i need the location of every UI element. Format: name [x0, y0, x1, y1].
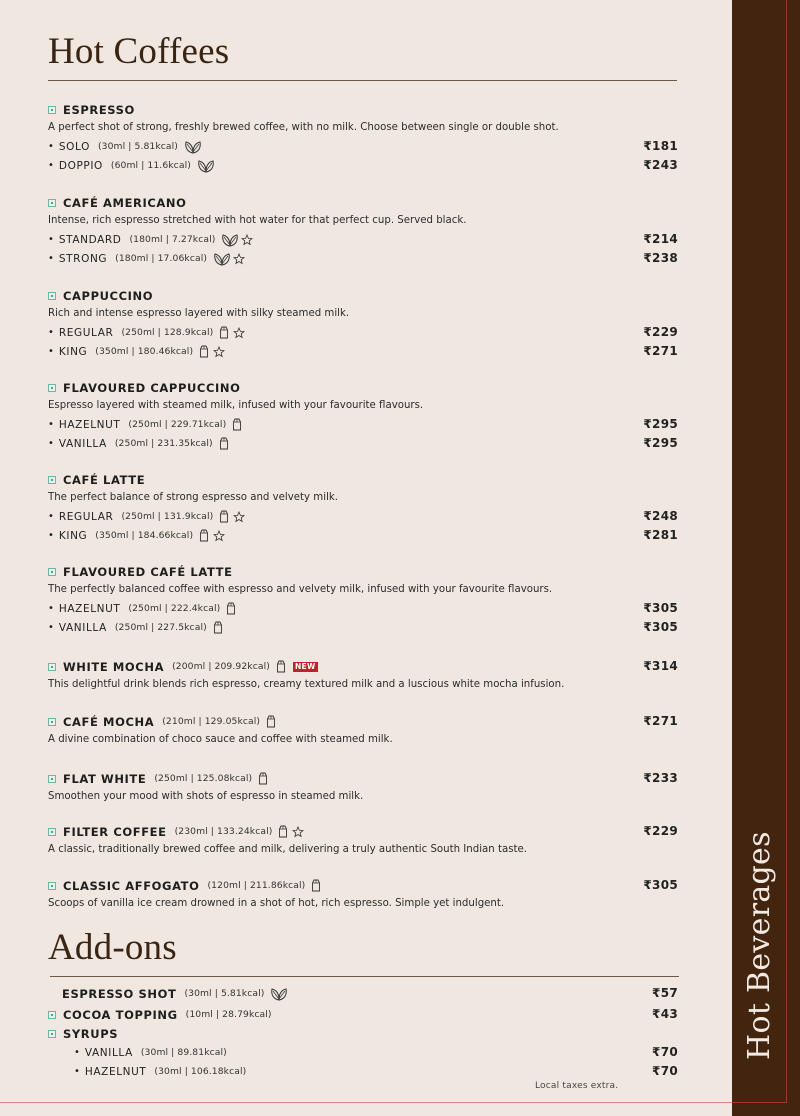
price: ₹70 [652, 1045, 678, 1059]
variant-name: VANILLA [84, 1046, 133, 1059]
variant-row[interactable]: • VANILLA (250ml | 231.35kcal) ₹295 [48, 434, 678, 453]
addon-cocoa-topping[interactable] [48, 1005, 678, 1024]
item-name: SYRUPS [63, 1026, 119, 1041]
menu-item-espresso[interactable] [48, 100, 678, 175]
variant-meta: (250ml | 128.9kcal) [121, 327, 214, 338]
milk-icon [311, 879, 321, 892]
veg-marker-icon [48, 292, 56, 300]
veg-marker-icon [48, 882, 56, 890]
item-description: The perfectly balanced coffee with espresso and velvety milk, infused with your favourite flavours. [48, 584, 553, 595]
price: ₹181 [643, 139, 678, 153]
variant-name: STANDARD [58, 233, 122, 246]
variant-name: KING [58, 529, 88, 542]
variant-name: SOLO [58, 140, 90, 153]
vegan-leaf-icon [184, 140, 202, 154]
item-name: FLAVOURED CAFÉ LATTE [63, 564, 233, 579]
variant-row[interactable]: • KING (350ml | 180.46kcal) ₹271 [48, 342, 678, 361]
variant-meta: (250ml | 231.35kcal) [114, 438, 213, 449]
item-description: Rich and intense espresso layered with silky steamed milk. [48, 308, 350, 319]
addon-syrups[interactable] [48, 1024, 678, 1081]
price: ₹233 [643, 771, 678, 785]
price: ₹57 [652, 986, 678, 1000]
price: ₹248 [643, 509, 678, 523]
variant-name: HAZELNUT [58, 418, 121, 431]
item-name: COCOA TOPPING [63, 1007, 178, 1022]
vegan-leaf-icon [197, 159, 215, 173]
star-icon [241, 234, 253, 246]
item-description: Espresso layered with steamed milk, infused with your favourite flavours. [48, 400, 424, 411]
item-name: CLASSIC AFFOGATO [63, 878, 200, 893]
item-meta: (10ml | 28.79kcal) [185, 1009, 272, 1020]
veg-marker-icon [48, 568, 56, 576]
milk-icon [276, 660, 286, 673]
item-meta: (30ml | 5.81kcal) [184, 988, 265, 999]
variant-row[interactable]: • STRONG (180ml | 17.06kcal) ₹238 [48, 249, 678, 268]
star-icon [233, 253, 245, 265]
section-title-hot-coffees: Hot Coffees [48, 31, 230, 72]
section-divider [48, 80, 677, 81]
star-icon [233, 327, 245, 339]
star-icon [213, 346, 225, 358]
variant-row[interactable]: • REGULAR (250ml | 128.9kcal) ₹229 [48, 323, 678, 342]
variant-row[interactable]: • KING (350ml | 184.66kcal) ₹281 [48, 526, 678, 545]
milk-icon [266, 715, 276, 728]
menu-item-flavoured-cappuccino[interactable] [48, 378, 678, 453]
veg-marker-icon [48, 828, 56, 836]
veg-marker-icon [48, 775, 56, 783]
variant-meta: (30ml | 5.81kcal) [97, 141, 178, 152]
item-meta: (120ml | 211.86kcal) [207, 880, 306, 891]
item-name: FLAVOURED CAPPUCCINO [63, 380, 241, 395]
star-icon [213, 530, 225, 542]
variant-row[interactable]: • SOLO (30ml | 5.81kcal) ₹181 [48, 137, 678, 156]
item-name: CAFÉ MOCHA [63, 714, 155, 729]
price: ₹43 [652, 1007, 678, 1021]
star-icon [292, 826, 304, 838]
section-divider [50, 976, 679, 977]
variant-name: VANILLA [58, 621, 107, 634]
item-description: A perfect shot of strong, freshly brewed coffee, with no milk. Choose between single or double shot. [48, 122, 559, 133]
price: ₹229 [643, 824, 678, 838]
section-title-addons: Add-ons [48, 927, 177, 968]
item-meta: (230ml | 133.24kcal) [174, 826, 273, 837]
item-description: A classic, traditionally brewed coffee and milk, delivering a truly authentic South Indian taste. [48, 844, 528, 855]
variant-meta: (350ml | 184.66kcal) [95, 530, 194, 541]
vegan-leaf-icon [270, 987, 288, 1001]
veg-marker-icon [48, 106, 56, 114]
variant-meta: (250ml | 229.71kcal) [128, 419, 227, 430]
item-description: Intense, rich espresso stretched with hot water for that perfect cup. Served black. [48, 215, 467, 226]
milk-icon [219, 326, 229, 339]
variant-meta: (250ml | 131.9kcal) [121, 511, 214, 522]
milk-icon [199, 529, 209, 542]
menu-item-cafe-americano[interactable] [48, 193, 678, 268]
variant-row[interactable]: • REGULAR (250ml | 131.9kcal) ₹248 [48, 507, 678, 526]
item-name: ESPRESSO [63, 102, 135, 117]
variant-meta: (180ml | 17.06kcal) [115, 253, 208, 264]
menu-item-white-mocha[interactable] [48, 657, 678, 694]
variant-meta: (250ml | 222.4kcal) [128, 603, 221, 614]
item-name: FLAT WHITE [63, 771, 147, 786]
menu-item-classic-affogato[interactable] [48, 876, 678, 913]
variant-row[interactable]: • STANDARD (180ml | 7.27kcal) ₹214 [48, 230, 678, 249]
item-meta: (210ml | 129.05kcal) [162, 716, 261, 727]
variant-row[interactable]: • VANILLA (250ml | 227.5kcal) ₹305 [48, 618, 678, 637]
menu-item-cafe-mocha[interactable] [48, 712, 678, 749]
item-description: The perfect balance of strong espresso and velvety milk. [48, 492, 339, 503]
price: ₹295 [643, 436, 678, 450]
veg-marker-icon [48, 1011, 56, 1019]
milk-icon [219, 510, 229, 523]
veg-marker-icon [48, 718, 56, 726]
variant-name: REGULAR [58, 510, 114, 523]
price: ₹305 [643, 601, 678, 615]
variant-meta: (30ml | 106.18kcal) [154, 1066, 247, 1077]
variant-name: REGULAR [58, 326, 114, 339]
variant-name: KING [58, 345, 88, 358]
item-name: FILTER COFFEE [63, 824, 167, 839]
menu-item-cappuccino[interactable] [48, 286, 678, 361]
variant-row[interactable]: • HAZELNUT (250ml | 222.4kcal) ₹305 [48, 599, 678, 618]
footnote-taxes: Local taxes extra. [535, 1081, 619, 1091]
milk-icon [199, 345, 209, 358]
variant-meta: (250ml | 227.5kcal) [114, 622, 207, 633]
milk-icon [232, 418, 242, 431]
item-name: CAPPUCCINO [63, 288, 154, 303]
variant-name: HAZELNUT [84, 1065, 147, 1078]
category-title: Hot Beverages [742, 831, 777, 1060]
accent-line-horizontal-band [732, 1102, 787, 1103]
price: ₹271 [643, 344, 678, 358]
price: ₹305 [643, 878, 678, 892]
item-meta: (250ml | 125.08kcal) [154, 773, 253, 784]
milk-icon [258, 772, 268, 785]
menu-item-cafe-latte[interactable] [48, 470, 678, 545]
price: ₹214 [643, 232, 678, 246]
variant-row[interactable]: • DOPPIO (60ml | 11.6kcal) ₹243 [48, 156, 678, 175]
veg-marker-icon [48, 476, 56, 484]
variant-name: VANILLA [58, 437, 107, 450]
star-icon [233, 511, 245, 523]
vegan-leaf-icon [213, 252, 231, 266]
item-name: WHITE MOCHA [63, 659, 165, 674]
price: ₹70 [652, 1064, 678, 1078]
vegan-leaf-icon [221, 233, 239, 247]
item-description: This delightful drink blends rich espresso, creamy textured milk and a luscious white mocha infusion. [48, 679, 565, 690]
item-description: Smoothen your mood with shots of espresso in steamed milk. [48, 791, 364, 802]
item-description: Scoops of vanilla ice cream drowned in a shot of hot, rich espresso. Simple yet indulgent. [48, 898, 505, 909]
variant-meta: (180ml | 7.27kcal) [129, 234, 216, 245]
milk-icon [213, 621, 223, 634]
price: ₹243 [643, 158, 678, 172]
variant-name: DOPPIO [58, 159, 103, 172]
price: ₹281 [643, 528, 678, 542]
veg-marker-icon [48, 1030, 56, 1038]
variant-row[interactable]: • HAZELNUT (250ml | 229.71kcal) ₹295 [48, 415, 678, 434]
item-description: A divine combination of choco sauce and coffee with steamed milk. [48, 734, 393, 745]
veg-marker-icon [48, 384, 56, 392]
variant-meta: (350ml | 180.46kcal) [95, 346, 194, 357]
menu-item-filter-coffee[interactable] [48, 822, 678, 859]
variant-meta: (60ml | 11.6kcal) [110, 160, 191, 171]
variant-name: HAZELNUT [58, 602, 121, 615]
addon-espresso-shot[interactable] [48, 984, 678, 1003]
accent-line-horizontal [0, 1102, 787, 1103]
milk-icon [219, 437, 229, 450]
item-name: CAFÉ LATTE [63, 472, 146, 487]
item-meta: (200ml | 209.92kcal) [172, 661, 270, 672]
price: ₹229 [643, 325, 678, 339]
item-name: ESPRESSO SHOT [62, 986, 177, 1001]
veg-marker-icon [48, 663, 56, 671]
variant-name: STRONG [58, 252, 108, 265]
item-name: CAFÉ AMERICANO [63, 195, 187, 210]
menu-item-flat-white[interactable] [48, 769, 678, 806]
milk-icon [226, 602, 236, 615]
veg-marker-icon [48, 199, 56, 207]
price: ₹295 [643, 417, 678, 431]
price: ₹314 [643, 659, 678, 673]
price: ₹305 [643, 620, 678, 634]
menu-item-flavoured-cafe-latte[interactable] [48, 562, 678, 637]
price: ₹238 [643, 251, 678, 265]
variant-row[interactable]: • HAZELNUT (30ml | 106.18kcal) ₹70 [48, 1062, 678, 1081]
milk-icon [278, 825, 288, 838]
accent-line-vertical [786, 0, 787, 1103]
variant-row[interactable]: • VANILLA (30ml | 89.81kcal) ₹70 [48, 1043, 678, 1062]
new-badge: NEW [294, 661, 316, 671]
variant-meta: (30ml | 89.81kcal) [140, 1047, 227, 1058]
price: ₹271 [643, 714, 678, 728]
